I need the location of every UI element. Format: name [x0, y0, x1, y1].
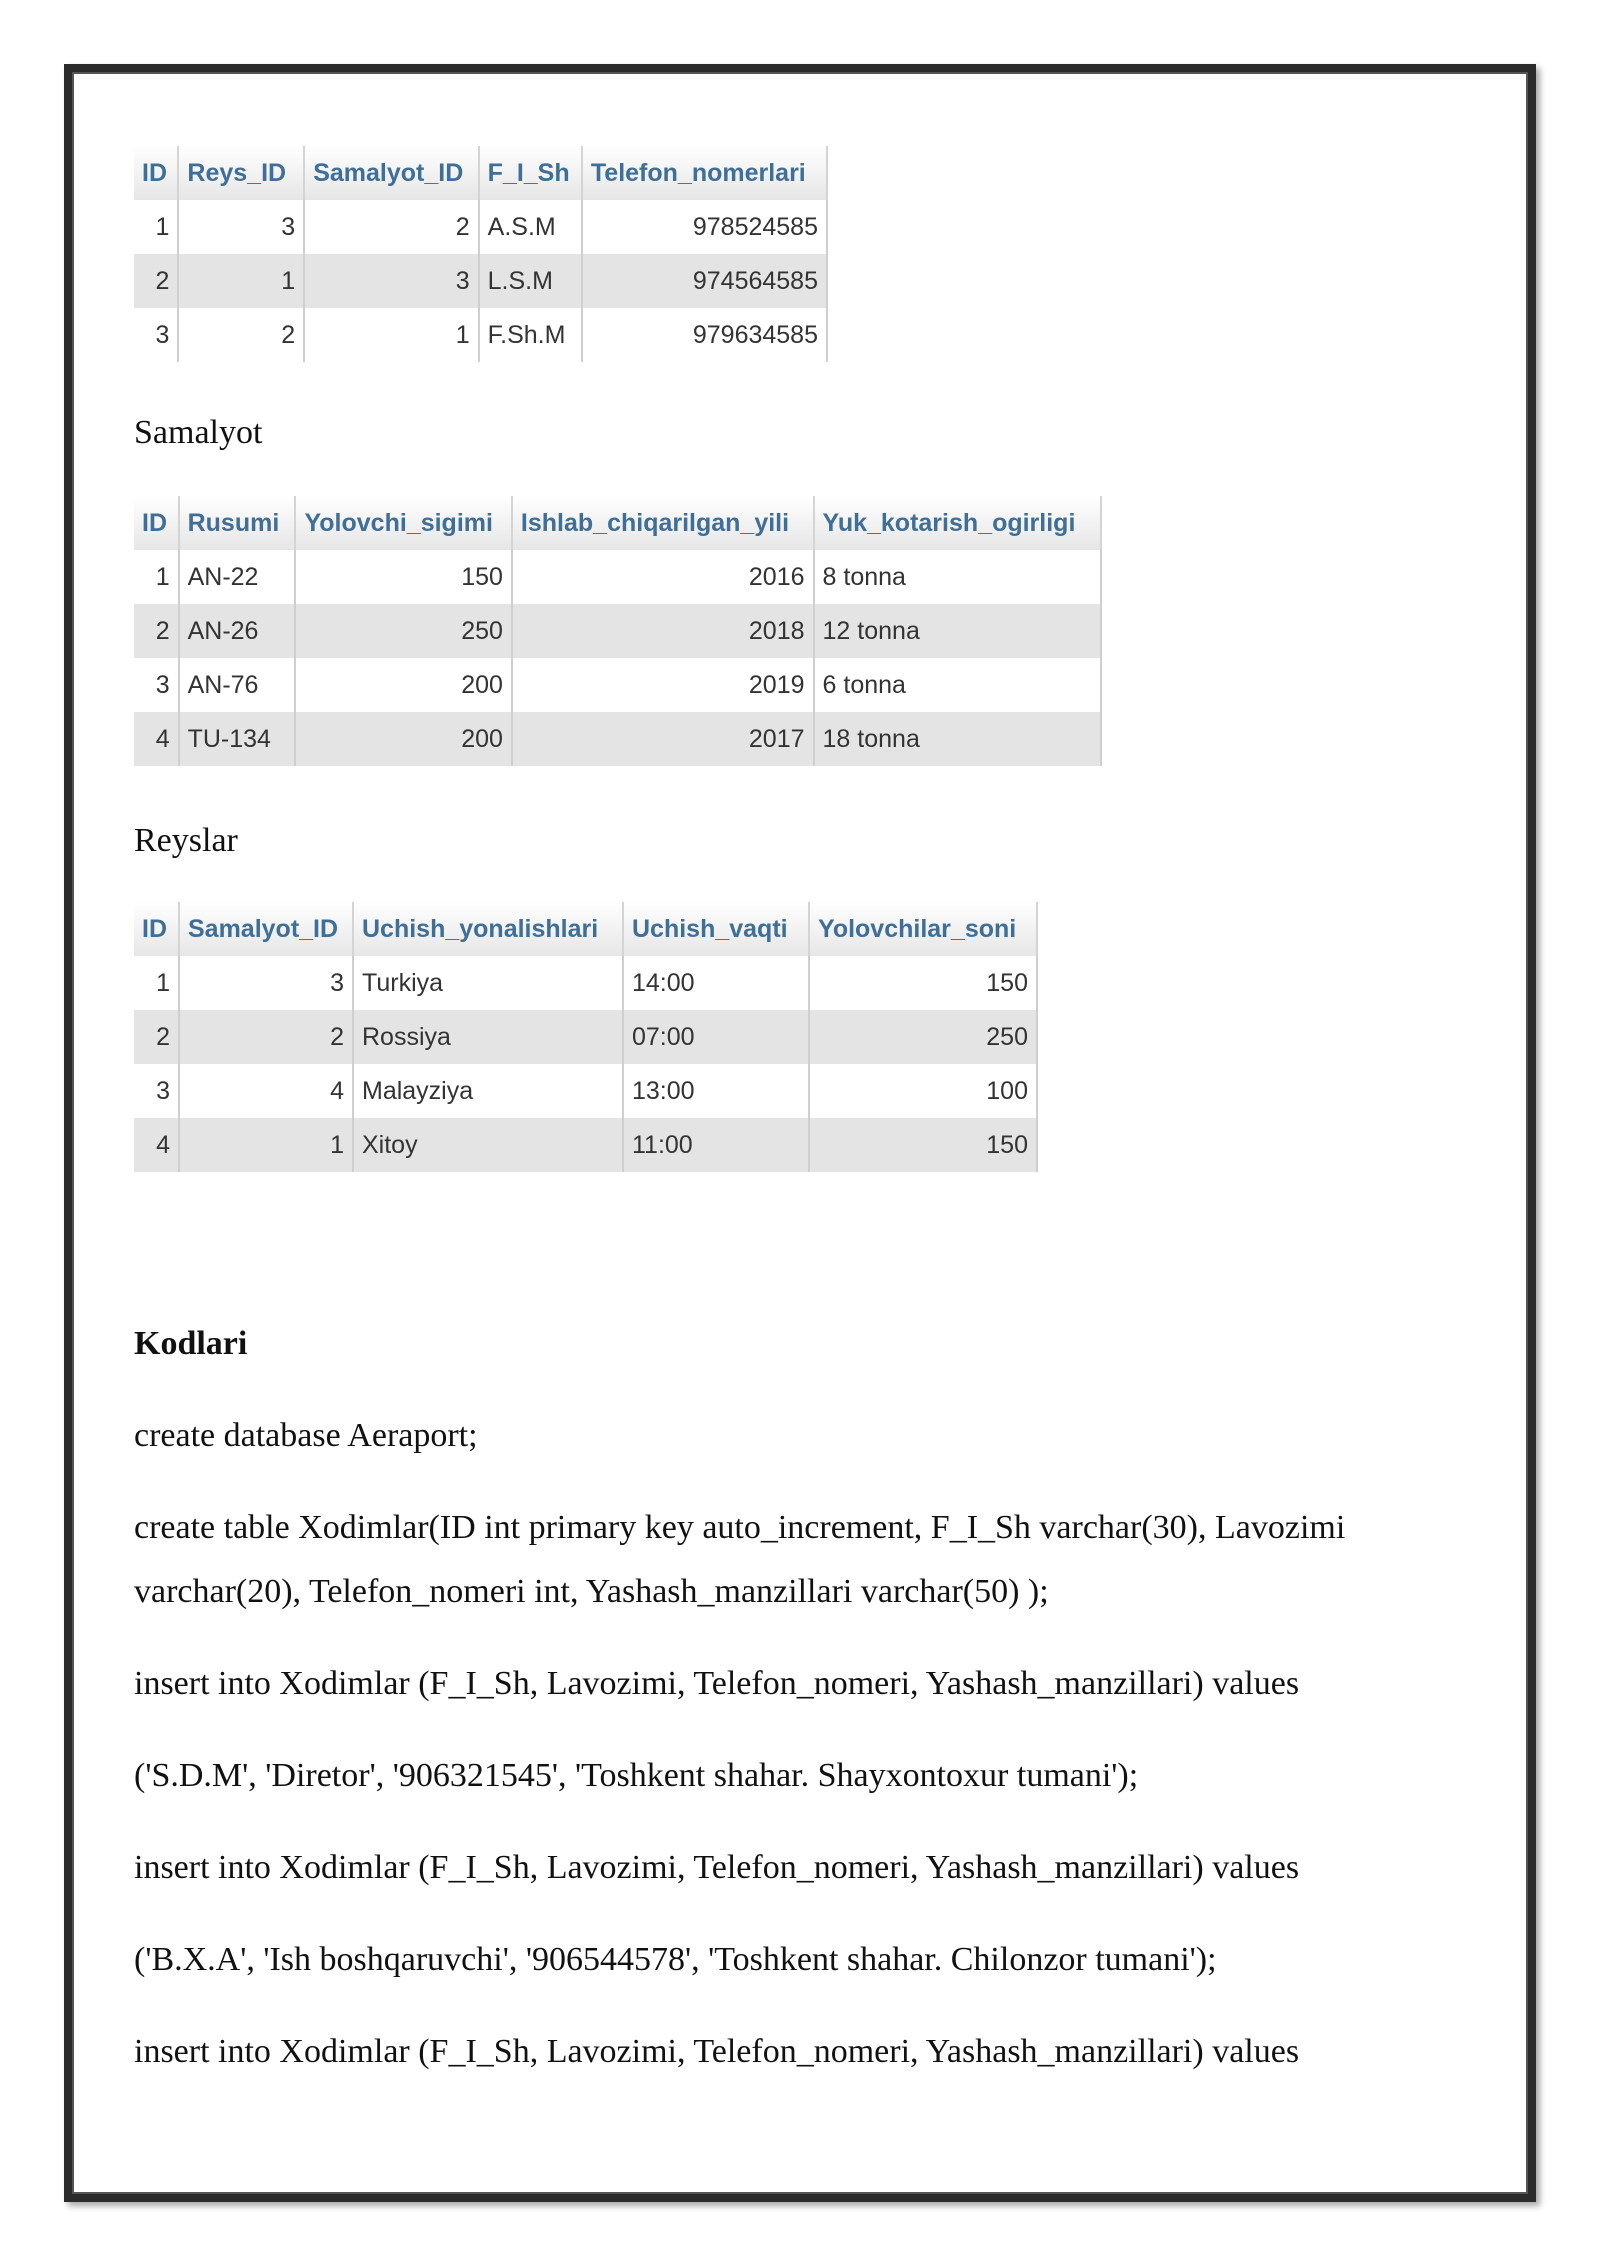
table-row	[134, 1118, 1037, 1172]
table-row	[134, 956, 1037, 1010]
table-cell: 4	[134, 1118, 179, 1172]
column-header: Yuk_kotarish_ogirligi	[814, 496, 1101, 550]
table-cell: 2018	[512, 604, 814, 658]
table-cell: TU-134	[179, 712, 296, 766]
table-cell: 3	[304, 254, 478, 308]
column-header: Samalyot_ID	[179, 902, 353, 956]
table-row	[134, 1010, 1037, 1064]
table-row	[134, 712, 1101, 766]
table-cell: 150	[809, 1118, 1037, 1172]
table-cell: 4	[134, 712, 179, 766]
table-cell: 8 tonna	[814, 550, 1101, 604]
column-header: Ishlab_chiqarilgan_yili	[512, 496, 814, 550]
code-line: insert into Xodimlar (F_I_Sh, Lavozimi, Telefon_nomeri, Yashash_manzillari) values	[134, 1849, 1300, 1886]
code-line: ('B.X.A', 'Ish boshqaruvchi', '906544578', 'Toshkent shahar. Chilonzor tumani');	[134, 1941, 1217, 1978]
table-cell: 2	[134, 1010, 179, 1064]
table-cell: 1	[178, 254, 304, 308]
table-cell: 12 tonna	[814, 604, 1101, 658]
table-cell: 1	[134, 200, 178, 254]
table-cell: Xitoy	[353, 1118, 623, 1172]
table-cell: 1	[304, 308, 478, 362]
column-header: Yolovchi_sigimi	[295, 496, 511, 550]
column-header: Samalyot_ID	[304, 146, 478, 200]
table-header-row	[134, 496, 1101, 550]
column-header: ID	[134, 146, 178, 200]
column-header: Uchish_yonalishlari	[353, 902, 623, 956]
table-cell: 2019	[512, 658, 814, 712]
code-line: insert into Xodimlar (F_I_Sh, Lavozimi, Telefon_nomeri, Yashash_manzillari) values	[134, 2033, 1300, 2070]
table-row	[134, 550, 1101, 604]
table-cell: 100	[809, 1064, 1037, 1118]
table-cell: Rossiya	[353, 1010, 623, 1064]
column-header: Reys_ID	[178, 146, 304, 200]
table-cell: 3	[134, 1064, 179, 1118]
table-cell: 3	[134, 658, 179, 712]
code-line: varchar(20), Telefon_nomeri int, Yashash_manzillari varchar(50) );	[134, 1573, 1049, 1610]
employees-table	[134, 146, 828, 362]
table-cell: AN-22	[179, 550, 296, 604]
table-cell: 200	[295, 712, 511, 766]
table-cell: 13:00	[623, 1064, 809, 1118]
heading-kodlari: Kodlari	[134, 1325, 248, 1362]
table-cell: 3	[179, 956, 353, 1010]
aircraft-table	[134, 496, 1102, 766]
table-cell: 200	[295, 658, 511, 712]
table-cell: Turkiya	[353, 956, 623, 1010]
table-row	[134, 200, 827, 254]
table-cell: 1	[134, 550, 179, 604]
table-cell: 2	[304, 200, 478, 254]
table-row	[134, 658, 1101, 712]
table-cell: 150	[809, 956, 1037, 1010]
table-cell: Malayziya	[353, 1064, 623, 1118]
caption-reyslar: Reyslar	[134, 822, 238, 859]
table-cell: 07:00	[623, 1010, 809, 1064]
table-cell: 1	[179, 1118, 353, 1172]
column-header: Rusumi	[179, 496, 296, 550]
table-cell: 2	[178, 308, 304, 362]
table-cell: 4	[179, 1064, 353, 1118]
table-row	[134, 254, 827, 308]
column-header: Uchish_vaqti	[623, 902, 809, 956]
table-row	[134, 604, 1101, 658]
table-cell: AN-76	[179, 658, 296, 712]
table-cell: L.S.M	[479, 254, 582, 308]
table-cell: 974564585	[582, 254, 827, 308]
table-row	[134, 1064, 1037, 1118]
table-cell: 6 tonna	[814, 658, 1101, 712]
table-cell: 3	[178, 200, 304, 254]
table-cell: 2	[134, 604, 179, 658]
column-header: Yolovchilar_soni	[809, 902, 1037, 956]
table-cell: 2	[179, 1010, 353, 1064]
table-cell: 150	[295, 550, 511, 604]
table-header-row	[134, 902, 1037, 956]
column-header: ID	[134, 902, 179, 956]
table-cell: 978524585	[582, 200, 827, 254]
table-header-row	[134, 146, 827, 200]
table-cell: F.Sh.M	[479, 308, 582, 362]
table-cell: AN-26	[179, 604, 296, 658]
code-line: create table Xodimlar(ID int primary key auto_increment, F_I_Sh varchar(30), Lavozimi	[134, 1509, 1346, 1546]
table-cell: 2016	[512, 550, 814, 604]
code-line: insert into Xodimlar (F_I_Sh, Lavozimi, Telefon_nomeri, Yashash_manzillari) values	[134, 1665, 1300, 1702]
table-cell: A.S.M	[479, 200, 582, 254]
caption-samalyot: Samalyot	[134, 414, 263, 451]
table-cell: 1	[134, 956, 179, 1010]
table-row	[134, 308, 827, 362]
table-cell: 18 tonna	[814, 712, 1101, 766]
column-header: Telefon_nomerlari	[582, 146, 827, 200]
table-cell: 3	[134, 308, 178, 362]
code-line: ('S.D.M', 'Diretor', '906321545', 'Toshkent shahar. Shayxontoxur tumani');	[134, 1757, 1139, 1794]
table-cell: 2017	[512, 712, 814, 766]
table-cell: 11:00	[623, 1118, 809, 1172]
flights-table	[134, 902, 1038, 1172]
table-cell: 2	[134, 254, 178, 308]
table-cell: 14:00	[623, 956, 809, 1010]
table-cell: 250	[295, 604, 511, 658]
column-header: ID	[134, 496, 179, 550]
column-header: F_I_Sh	[479, 146, 582, 200]
table-cell: 250	[809, 1010, 1037, 1064]
table-cell: 979634585	[582, 308, 827, 362]
code-line: create database Aeraport;	[134, 1417, 478, 1454]
